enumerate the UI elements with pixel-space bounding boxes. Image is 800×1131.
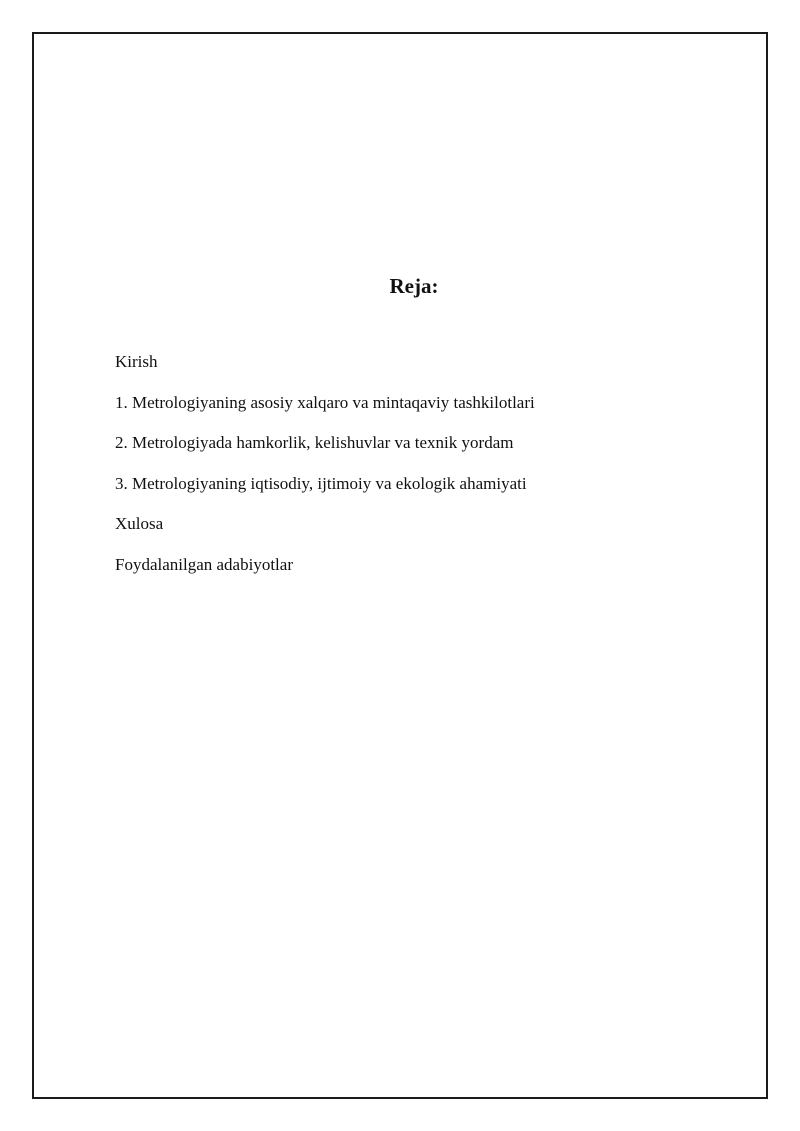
plan-item-2: 2. Metrologiyada hamkorlik, kelishuvlar va texnik yordam [115,433,514,453]
plan-item-1: 1. Metrologiyaning asosiy xalqaro va mintaqaviy tashkilotlari [115,392,535,412]
plan-title: Reja: [389,274,439,298]
plan-item-introduction: Kirish [115,352,158,371]
plan-item-3: 3. Metrologiyaning iqtisodiy, ijtimoiy va ekologik ahamiyati [115,473,527,493]
plan-item-conclusion: Xulosa [115,514,164,534]
plan-list [115,350,535,594]
plan-item-references: Foydalanilgan adabiyotlar [115,554,293,574]
